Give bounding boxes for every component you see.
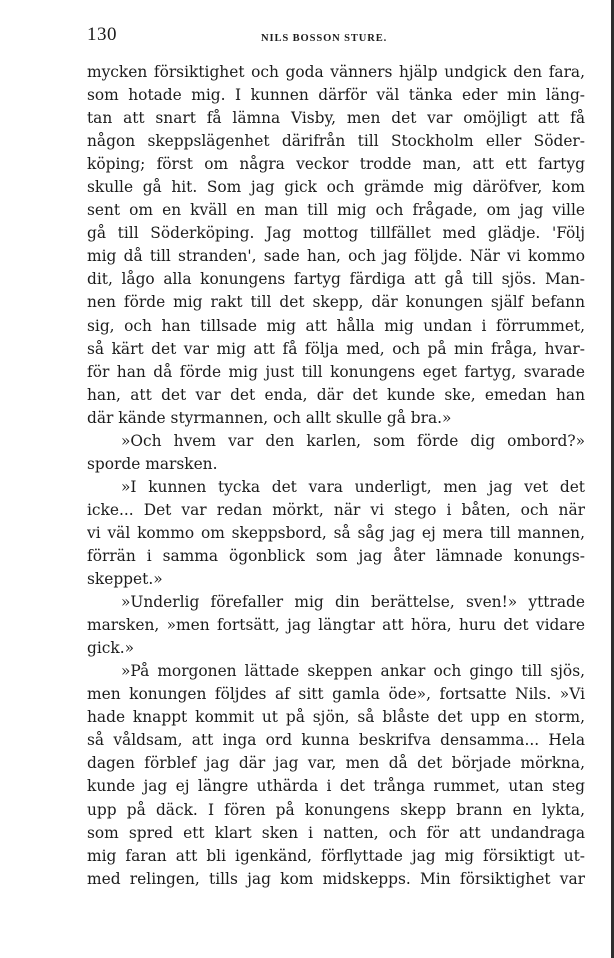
text-line: med relingen, tills jag kom midskepps. Min försiktighet var: [87, 869, 585, 888]
text-line: så kärt det var mig att få följa med, och på min fråga, hvar-: [87, 339, 585, 358]
paragraph-first-line: »Och hvem var den karlen, som förde dig ombord?»: [121, 431, 585, 450]
text-line: som spred ett klart sken i natten, och för att undandraga: [87, 823, 585, 842]
text-line: där kände styrmannen, och allt skulle gå bra.»: [87, 408, 452, 427]
text-line: mycken försiktighet och goda vänners hjälp undgick den fara,: [87, 63, 585, 81]
text-line: vi väl kommo om skeppsbord, så såg jag ej mera till mannen,: [87, 523, 585, 542]
text-line: förrän i samma ögonblick som jag åter lämnade konungs-: [87, 546, 585, 565]
text-line: för han då förde mig just till konungens eget fartyg, svarade: [87, 362, 585, 381]
text-line: någon skeppslägenhet därifrån till Stockholm eller Söder-: [87, 132, 585, 151]
text-line: skulle gå hit. Som jag gick och grämde mig däröfver, kom: [87, 178, 585, 197]
text-line: som hotade mig. I kunnen därför väl tänka eder min läng-: [87, 86, 585, 105]
text-line: mig faran att bli igenkänd, förflyttade jag mig försiktigt ut-: [87, 846, 585, 865]
text-line: tan att snart få lämna Visby, men det var omöjligt att få: [87, 109, 585, 128]
text-line: så våldsam, att inga ord kunna beskrifva densamma... Hela: [87, 731, 585, 750]
paragraph-first-line: »Underlig förefaller mig din berättelse, sven!» yttrade: [121, 593, 585, 612]
running-title: NILS BOSSON STURE.: [261, 33, 388, 44]
text-line: sig, och han tillsade mig att hålla mig undan i förrummet,: [87, 316, 585, 335]
text-line: gå till Söderköping. Jag mottog tillfället med glädje. 'Följ: [87, 224, 585, 243]
text-line: gick.»: [87, 639, 135, 658]
running-head: [87, 24, 584, 50]
text-line: mig då till stranden', sade han, och jag följde. När vi kommo: [87, 247, 585, 266]
text-line: upp på däck. I fören på konungens skepp brann en lykta,: [87, 800, 585, 819]
text-line: sent om en kväll en man till mig och frågade, om jag ville: [87, 201, 585, 220]
text-line: icke... Det var redan mörkt, när vi stego i båten, och när: [87, 500, 585, 519]
text-line: men konungen följdes af sitt gamla öde», fortsatte Nils. »Vi: [87, 685, 585, 704]
text-line: marsken, »men fortsätt, jag längtar att höra, huru det vidare: [87, 616, 585, 635]
text-line: dit, lågo alla konungens fartyg färdiga att gå till sjös. Man-: [87, 270, 585, 289]
page-number: 130: [87, 24, 117, 45]
text-line: köping; först om några veckor trodde man, att ett fartyg: [87, 155, 585, 174]
paragraph-first-line: »På morgonen lättade skeppen ankar och gingo till sjös,: [121, 662, 585, 681]
text-line: sporde marsken.: [87, 454, 218, 473]
text-line: skeppet.»: [87, 570, 163, 589]
text-line: nen förde mig rakt till det skepp, där konungen själf befann: [87, 293, 585, 312]
paragraph-first-line: »I kunnen tycka det vara underligt, men jag vet det: [121, 477, 585, 496]
text-line: kunde jag ej längre uthärda i det trånga rummet, utan steg: [87, 777, 585, 796]
body-text: [87, 61, 585, 891]
text-line: han, att det var det enda, där det kunde ske, emedan han: [87, 385, 585, 404]
text-line: hade knappt kommit ut på sjön, så blåste det upp en storm,: [87, 708, 585, 727]
text-line: dagen förblef jag där jag var, men då det började mörkna,: [87, 754, 585, 773]
